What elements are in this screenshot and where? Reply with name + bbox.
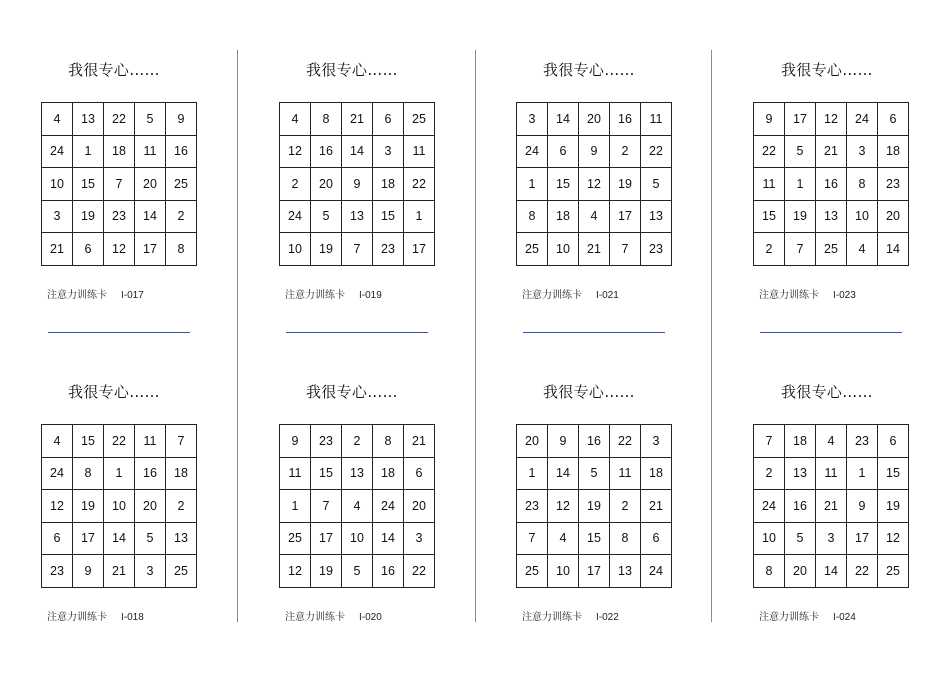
card-footer bbox=[47, 608, 144, 623]
grid-cell: 3 bbox=[404, 523, 435, 556]
grid-cell: 7 bbox=[311, 490, 342, 523]
grid-cell: 10 bbox=[548, 555, 579, 588]
training-card bbox=[41, 373, 278, 673]
grid-cell: 18 bbox=[785, 425, 816, 458]
grid-cell: 20 bbox=[579, 103, 610, 136]
grid-cell: 24 bbox=[754, 490, 785, 523]
grid-cell: 9 bbox=[548, 425, 579, 458]
number-grid bbox=[516, 102, 672, 266]
grid-cell: 12 bbox=[104, 233, 135, 266]
number-grid bbox=[41, 102, 197, 266]
number-grid bbox=[41, 424, 197, 588]
grid-cell: 13 bbox=[816, 201, 847, 234]
card-label: 注意力训练卡 bbox=[522, 612, 582, 623]
grid-cell: 22 bbox=[104, 425, 135, 458]
grid-cell: 16 bbox=[311, 136, 342, 169]
card-code: I-021 bbox=[596, 290, 619, 301]
grid-cell: 12 bbox=[548, 490, 579, 523]
grid-cell: 2 bbox=[280, 168, 311, 201]
grid-cell: 14 bbox=[548, 103, 579, 136]
grid-cell: 16 bbox=[135, 458, 166, 491]
grid-cell: 19 bbox=[73, 201, 104, 234]
grid-cell: 6 bbox=[878, 425, 909, 458]
card-title: 我很专心…… bbox=[68, 61, 160, 79]
grid-cell: 3 bbox=[42, 201, 73, 234]
training-card bbox=[516, 373, 753, 673]
grid-cell: 23 bbox=[878, 168, 909, 201]
grid-cell: 7 bbox=[104, 168, 135, 201]
grid-cell: 7 bbox=[517, 523, 548, 556]
grid-cell: 2 bbox=[166, 201, 197, 234]
grid-cell: 21 bbox=[404, 425, 435, 458]
card-code: I-017 bbox=[121, 290, 144, 301]
grid-cell: 23 bbox=[517, 490, 548, 523]
grid-cell: 15 bbox=[579, 523, 610, 556]
grid-cell: 21 bbox=[104, 555, 135, 588]
grid-cell: 7 bbox=[166, 425, 197, 458]
card-title: 我很专心…… bbox=[781, 383, 873, 401]
grid-cell: 19 bbox=[73, 490, 104, 523]
grid-cell: 3 bbox=[517, 103, 548, 136]
grid-cell: 25 bbox=[166, 555, 197, 588]
grid-cell: 4 bbox=[42, 425, 73, 458]
grid-cell: 15 bbox=[548, 168, 579, 201]
grid-cell: 8 bbox=[166, 233, 197, 266]
grid-cell: 14 bbox=[135, 201, 166, 234]
grid-cell: 3 bbox=[847, 136, 878, 169]
grid-cell: 1 bbox=[404, 201, 435, 234]
card-title: 我很专心…… bbox=[781, 61, 873, 79]
grid-cell: 16 bbox=[610, 103, 641, 136]
card-footer bbox=[522, 608, 619, 623]
grid-cell: 8 bbox=[610, 523, 641, 556]
grid-cell: 10 bbox=[280, 233, 311, 266]
grid-cell: 12 bbox=[42, 490, 73, 523]
grid-cell: 21 bbox=[816, 136, 847, 169]
grid-cell: 7 bbox=[754, 425, 785, 458]
grid-cell: 22 bbox=[610, 425, 641, 458]
number-grid bbox=[516, 424, 672, 588]
grid-cell: 23 bbox=[104, 201, 135, 234]
card-code: I-018 bbox=[121, 612, 144, 623]
grid-cell: 21 bbox=[342, 103, 373, 136]
grid-cell: 6 bbox=[42, 523, 73, 556]
training-card bbox=[516, 51, 753, 351]
grid-cell: 5 bbox=[342, 555, 373, 588]
grid-cell: 19 bbox=[878, 490, 909, 523]
number-grid bbox=[279, 424, 435, 588]
grid-cell: 6 bbox=[878, 103, 909, 136]
grid-cell: 24 bbox=[847, 103, 878, 136]
grid-cell: 19 bbox=[785, 201, 816, 234]
card-footer bbox=[522, 286, 619, 301]
grid-cell: 10 bbox=[548, 233, 579, 266]
grid-cell: 13 bbox=[166, 523, 197, 556]
grid-cell: 13 bbox=[342, 201, 373, 234]
grid-cell: 8 bbox=[754, 555, 785, 588]
grid-cell: 14 bbox=[373, 523, 404, 556]
grid-cell: 2 bbox=[610, 136, 641, 169]
grid-cell: 3 bbox=[373, 136, 404, 169]
grid-cell: 23 bbox=[373, 233, 404, 266]
card-code: I-024 bbox=[833, 612, 856, 623]
grid-cell: 15 bbox=[311, 458, 342, 491]
card-label: 注意力训练卡 bbox=[759, 612, 819, 623]
grid-cell: 21 bbox=[579, 233, 610, 266]
grid-cell: 25 bbox=[166, 168, 197, 201]
grid-cell: 13 bbox=[610, 555, 641, 588]
grid-cell: 17 bbox=[847, 523, 878, 556]
grid-cell: 17 bbox=[311, 523, 342, 556]
grid-cell: 18 bbox=[878, 136, 909, 169]
card-title: 我很专心…… bbox=[68, 383, 160, 401]
grid-cell: 9 bbox=[579, 136, 610, 169]
grid-cell: 4 bbox=[548, 523, 579, 556]
grid-cell: 14 bbox=[342, 136, 373, 169]
grid-cell: 11 bbox=[610, 458, 641, 491]
grid-cell: 18 bbox=[166, 458, 197, 491]
grid-cell: 3 bbox=[135, 555, 166, 588]
grid-cell: 17 bbox=[135, 233, 166, 266]
grid-cell: 25 bbox=[280, 523, 311, 556]
grid-cell: 24 bbox=[373, 490, 404, 523]
grid-cell: 5 bbox=[785, 136, 816, 169]
grid-cell: 20 bbox=[785, 555, 816, 588]
grid-cell: 18 bbox=[641, 458, 672, 491]
grid-cell: 25 bbox=[517, 555, 548, 588]
grid-cell: 13 bbox=[342, 458, 373, 491]
grid-cell: 15 bbox=[73, 425, 104, 458]
card-title: 我很专心…… bbox=[543, 383, 635, 401]
grid-cell: 25 bbox=[816, 233, 847, 266]
grid-cell: 16 bbox=[579, 425, 610, 458]
grid-cell: 16 bbox=[166, 136, 197, 169]
grid-cell: 11 bbox=[816, 458, 847, 491]
grid-cell: 23 bbox=[311, 425, 342, 458]
grid-cell: 11 bbox=[280, 458, 311, 491]
grid-cell: 24 bbox=[42, 458, 73, 491]
card-label: 注意力训练卡 bbox=[759, 290, 819, 301]
grid-cell: 8 bbox=[73, 458, 104, 491]
grid-cell: 8 bbox=[311, 103, 342, 136]
training-card bbox=[279, 51, 516, 351]
grid-cell: 22 bbox=[641, 136, 672, 169]
grid-cell: 15 bbox=[373, 201, 404, 234]
grid-cell: 22 bbox=[104, 103, 135, 136]
grid-cell: 1 bbox=[73, 136, 104, 169]
grid-cell: 16 bbox=[785, 490, 816, 523]
grid-cell: 1 bbox=[280, 490, 311, 523]
card-label: 注意力训练卡 bbox=[47, 290, 107, 301]
grid-cell: 4 bbox=[579, 201, 610, 234]
grid-cell: 21 bbox=[641, 490, 672, 523]
grid-cell: 11 bbox=[135, 425, 166, 458]
grid-cell: 15 bbox=[878, 458, 909, 491]
grid-cell: 20 bbox=[311, 168, 342, 201]
grid-cell: 20 bbox=[517, 425, 548, 458]
grid-cell: 11 bbox=[754, 168, 785, 201]
grid-cell: 11 bbox=[404, 136, 435, 169]
grid-cell: 2 bbox=[166, 490, 197, 523]
grid-cell: 2 bbox=[342, 425, 373, 458]
card-code: I-022 bbox=[596, 612, 619, 623]
grid-cell: 10 bbox=[42, 168, 73, 201]
grid-cell: 5 bbox=[785, 523, 816, 556]
grid-cell: 2 bbox=[610, 490, 641, 523]
grid-cell: 18 bbox=[104, 136, 135, 169]
grid-cell: 17 bbox=[785, 103, 816, 136]
grid-cell: 12 bbox=[579, 168, 610, 201]
grid-cell: 15 bbox=[73, 168, 104, 201]
grid-cell: 23 bbox=[42, 555, 73, 588]
number-grid bbox=[753, 424, 909, 588]
grid-cell: 22 bbox=[847, 555, 878, 588]
grid-cell: 2 bbox=[754, 233, 785, 266]
grid-cell: 17 bbox=[579, 555, 610, 588]
grid-cell: 5 bbox=[311, 201, 342, 234]
grid-cell: 21 bbox=[816, 490, 847, 523]
grid-cell: 7 bbox=[342, 233, 373, 266]
number-grid bbox=[753, 102, 909, 266]
grid-cell: 1 bbox=[104, 458, 135, 491]
grid-cell: 1 bbox=[517, 458, 548, 491]
grid-cell: 3 bbox=[641, 425, 672, 458]
grid-cell: 18 bbox=[548, 201, 579, 234]
grid-cell: 24 bbox=[517, 136, 548, 169]
grid-cell: 24 bbox=[641, 555, 672, 588]
grid-cell: 25 bbox=[517, 233, 548, 266]
grid-cell: 25 bbox=[404, 103, 435, 136]
grid-cell: 20 bbox=[404, 490, 435, 523]
grid-cell: 1 bbox=[785, 168, 816, 201]
grid-cell: 14 bbox=[816, 555, 847, 588]
grid-cell: 20 bbox=[135, 168, 166, 201]
grid-cell: 13 bbox=[785, 458, 816, 491]
grid-cell: 20 bbox=[878, 201, 909, 234]
grid-cell: 19 bbox=[311, 555, 342, 588]
grid-cell: 22 bbox=[404, 555, 435, 588]
card-footer bbox=[759, 286, 856, 301]
card-footer bbox=[285, 286, 382, 301]
grid-cell: 4 bbox=[42, 103, 73, 136]
grid-cell: 12 bbox=[878, 523, 909, 556]
grid-cell: 16 bbox=[373, 555, 404, 588]
grid-cell: 6 bbox=[373, 103, 404, 136]
grid-cell: 18 bbox=[373, 168, 404, 201]
grid-cell: 2 bbox=[754, 458, 785, 491]
grid-cell: 4 bbox=[816, 425, 847, 458]
grid-cell: 18 bbox=[373, 458, 404, 491]
grid-cell: 4 bbox=[847, 233, 878, 266]
grid-cell: 16 bbox=[816, 168, 847, 201]
grid-cell: 15 bbox=[754, 201, 785, 234]
grid-cell: 6 bbox=[641, 523, 672, 556]
grid-cell: 20 bbox=[135, 490, 166, 523]
grid-cell: 1 bbox=[847, 458, 878, 491]
grid-cell: 23 bbox=[641, 233, 672, 266]
grid-cell: 19 bbox=[311, 233, 342, 266]
number-grid bbox=[279, 102, 435, 266]
grid-cell: 5 bbox=[579, 458, 610, 491]
grid-cell: 3 bbox=[816, 523, 847, 556]
grid-cell: 12 bbox=[280, 136, 311, 169]
grid-cell: 6 bbox=[404, 458, 435, 491]
card-code: I-023 bbox=[833, 290, 856, 301]
grid-cell: 24 bbox=[42, 136, 73, 169]
grid-cell: 12 bbox=[280, 555, 311, 588]
grid-cell: 19 bbox=[579, 490, 610, 523]
grid-cell: 9 bbox=[754, 103, 785, 136]
grid-cell: 11 bbox=[641, 103, 672, 136]
grid-cell: 22 bbox=[404, 168, 435, 201]
grid-cell: 24 bbox=[280, 201, 311, 234]
grid-cell: 23 bbox=[847, 425, 878, 458]
grid-cell: 4 bbox=[280, 103, 311, 136]
grid-cell: 17 bbox=[610, 201, 641, 234]
training-card bbox=[41, 51, 278, 351]
grid-cell: 7 bbox=[785, 233, 816, 266]
grid-cell: 17 bbox=[73, 523, 104, 556]
grid-cell: 25 bbox=[878, 555, 909, 588]
grid-cell: 11 bbox=[135, 136, 166, 169]
card-title: 我很专心…… bbox=[543, 61, 635, 79]
grid-cell: 6 bbox=[548, 136, 579, 169]
grid-cell: 19 bbox=[610, 168, 641, 201]
grid-cell: 9 bbox=[342, 168, 373, 201]
card-footer bbox=[285, 608, 382, 623]
grid-cell: 14 bbox=[104, 523, 135, 556]
card-label: 注意力训练卡 bbox=[522, 290, 582, 301]
card-title: 我很专心…… bbox=[306, 61, 398, 79]
card-title: 我很专心…… bbox=[306, 383, 398, 401]
training-card bbox=[279, 373, 516, 673]
grid-cell: 22 bbox=[754, 136, 785, 169]
grid-cell: 9 bbox=[847, 490, 878, 523]
grid-cell: 8 bbox=[517, 201, 548, 234]
grid-cell: 14 bbox=[878, 233, 909, 266]
grid-cell: 9 bbox=[73, 555, 104, 588]
card-footer bbox=[759, 608, 856, 623]
training-card bbox=[753, 51, 950, 351]
grid-cell: 9 bbox=[280, 425, 311, 458]
grid-cell: 13 bbox=[641, 201, 672, 234]
grid-cell: 8 bbox=[373, 425, 404, 458]
grid-cell: 4 bbox=[342, 490, 373, 523]
grid-cell: 8 bbox=[847, 168, 878, 201]
card-code: I-019 bbox=[359, 290, 382, 301]
card-label: 注意力训练卡 bbox=[285, 290, 345, 301]
grid-cell: 6 bbox=[73, 233, 104, 266]
grid-cell: 10 bbox=[754, 523, 785, 556]
grid-cell: 14 bbox=[548, 458, 579, 491]
grid-cell: 5 bbox=[135, 103, 166, 136]
card-label: 注意力训练卡 bbox=[285, 612, 345, 623]
grid-cell: 10 bbox=[847, 201, 878, 234]
grid-cell: 21 bbox=[42, 233, 73, 266]
card-footer bbox=[47, 286, 144, 301]
grid-cell: 10 bbox=[104, 490, 135, 523]
grid-cell: 9 bbox=[166, 103, 197, 136]
card-label: 注意力训练卡 bbox=[47, 612, 107, 623]
grid-cell: 10 bbox=[342, 523, 373, 556]
grid-cell: 5 bbox=[641, 168, 672, 201]
grid-cell: 1 bbox=[517, 168, 548, 201]
card-code: I-020 bbox=[359, 612, 382, 623]
grid-cell: 7 bbox=[610, 233, 641, 266]
grid-cell: 12 bbox=[816, 103, 847, 136]
grid-cell: 17 bbox=[404, 233, 435, 266]
training-card bbox=[753, 373, 950, 673]
grid-cell: 5 bbox=[135, 523, 166, 556]
grid-cell: 13 bbox=[73, 103, 104, 136]
